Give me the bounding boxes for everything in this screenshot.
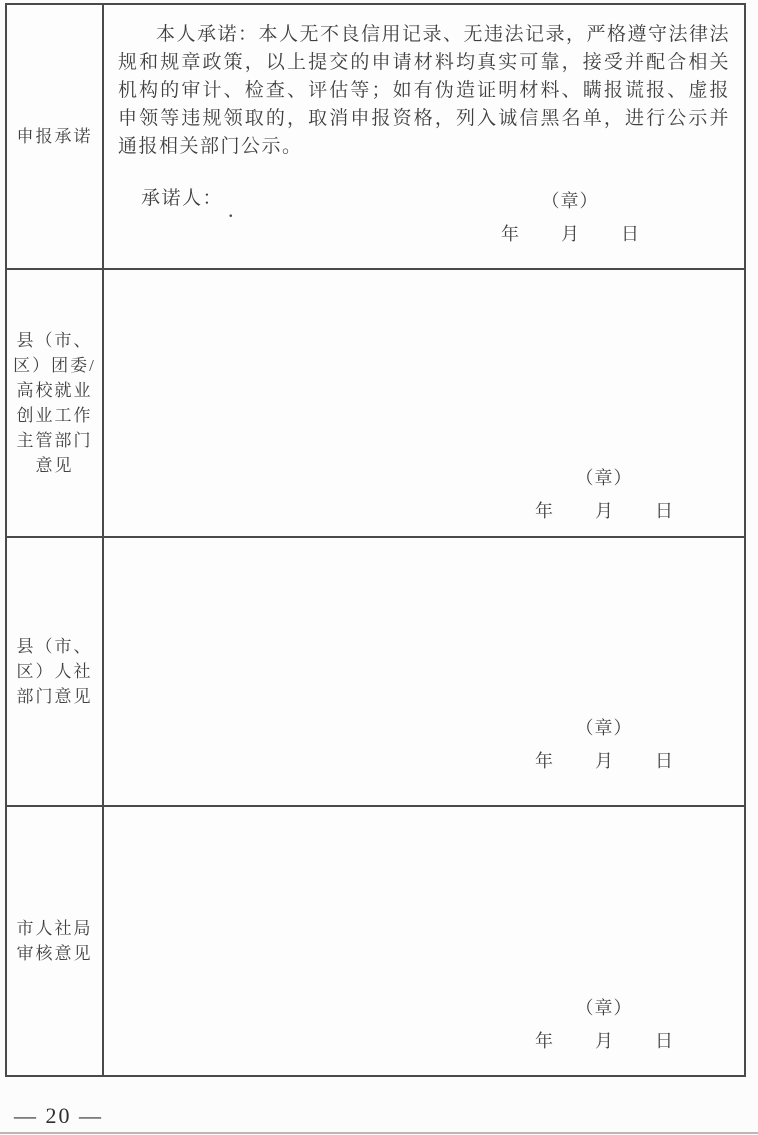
row-header-line: 审核意见 [16,944,93,963]
date-placeholder [533,747,675,773]
seal-date-block [499,187,641,246]
footer-divider [0,1132,758,1134]
table-row-city-hrss-review-opinion [7,807,744,1075]
page-number: — 20 — [14,1103,103,1128]
seal-date-block [533,464,675,523]
row-content-cell [104,538,744,805]
year-label: 年 [535,1031,553,1051]
row-content-cell [104,270,744,536]
day-label: 日 [655,501,673,521]
seal-date-block [533,714,675,773]
row-header-cell [7,5,104,268]
promiser-label: 承诺人： [141,188,224,209]
row-header-cell [7,538,104,805]
day-label: 日 [655,751,673,771]
month-label: 月 [595,751,613,771]
seal-date-block [533,994,675,1053]
table-row-declaration-commitment [7,5,744,270]
row-header-line: 申报承诺 [16,127,93,146]
seal-placeholder: （章） [575,998,633,1018]
month-label: 月 [595,501,613,521]
row-header-line: 县（市、 [16,331,93,350]
row-header-line: 意见 [35,456,74,475]
month-label: 月 [561,224,579,244]
month-label: 月 [595,1031,613,1051]
year-label: 年 [501,224,519,244]
seal-placeholder: （章） [575,468,633,488]
day-label: 日 [621,224,639,244]
stray-dot-mark: . [228,197,234,222]
seal-placeholder: （章） [575,718,633,738]
row-header-line: 市人社局 [16,919,93,938]
date-placeholder [533,1027,675,1053]
commitment-paragraph: 本人承诺：本人无不良信用记录、无违法记录，严格遵守法律法规和规章政策，以上提交的申请材料均真实可靠，接受并配合相关机构的审计、检查、评估等；如有伪造证明材料、瞒报谎报、虚报申领等违规领取的，取消申报资格，列入诚信黑名单，进行公示并通报相关部门公示。 [118,24,731,157]
day-label: 日 [655,1031,673,1051]
table-row-county-league-opinion [7,270,744,538]
row-header-line: 创业工作 [16,406,93,425]
row-header-cell [7,807,104,1075]
year-label: 年 [535,751,553,771]
date-placeholder [533,497,675,523]
row-header-line: 主管部门 [16,431,93,450]
row-header-cell [7,270,104,536]
date-placeholder [499,220,641,246]
row-content-cell [104,807,744,1075]
table-row-county-hrss-opinion [7,538,744,807]
row-header-line: 高校就业 [16,381,93,400]
row-header-line: 县（市、 [16,637,93,656]
row-header-line: 部门意见 [16,687,93,706]
approval-table [5,3,746,1077]
row-content-cell [104,5,744,268]
row-header-line: 区）人社 [16,662,93,681]
seal-placeholder: （章） [541,191,599,211]
year-label: 年 [535,501,553,521]
row-header-line: 区）团委/ [13,356,96,375]
